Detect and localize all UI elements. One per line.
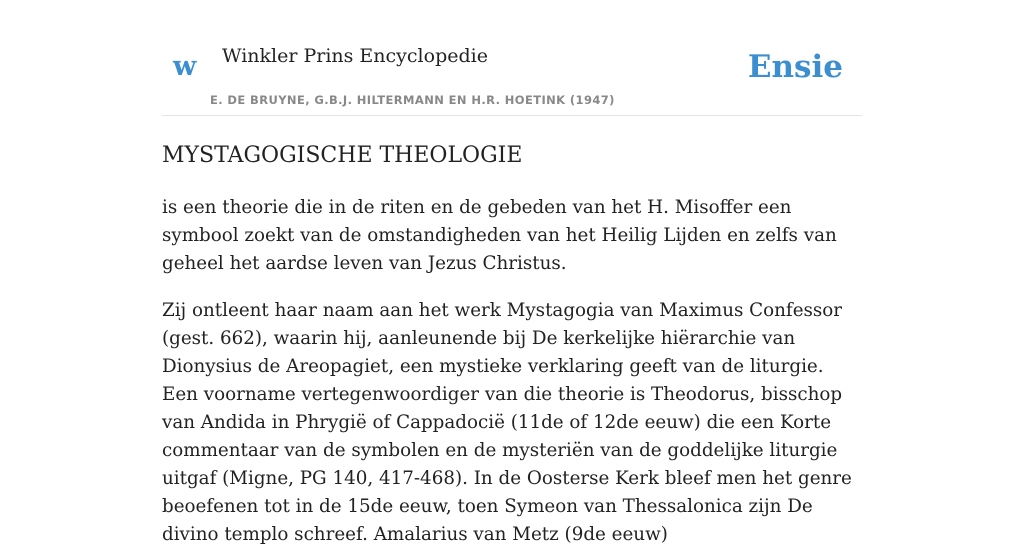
article-paragraph: Zij ontleent haar naam aan het werk Mystagogia van Maximus Confessor (gest. 662), waarin hij, aanleunende bij De kerkelijke hiërarchie van Dionysius de Areopagiet, een mystieke verklaring geeft van de liturgie. Een voorname vertegenwoordiger van die theorie is Theodorus, bisschop van Andida in Phrygië of Cappadocië (11de of 12de eeuw) die een Korte commentaar van de symbolen en de mysteriën van de goddelijke liturgie uitgaf (Migne, PG 140, 417-468). In de Oosterse Kerk bleef men het genre beoefenen tot in de 15de eeuw, toen Symeon van Thessalonica zijn De divino templo schreef. Amalarius van Metz (9de eeuw): [162, 300, 852, 545]
article-paragraph: is een theorie die in de riten en de gebeden van het H. Misoffer een symbool zoekt van de omstandigheden van het Heilig Lijden en zelfs van geheel het aardse leven van Jezus Christus.: [162, 197, 837, 274]
source-authors: E. DE BRUYNE, G.B.J. HILTERMANN EN H.R. HOETINK (1947): [210, 93, 615, 107]
source-header: [162, 0, 862, 116]
winkler-prins-logo-icon[interactable]: w: [173, 51, 197, 82]
entry-title: MYSTAGOGISCHE THEOLOGIE: [162, 143, 523, 168]
ensie-logo[interactable]: Ensie: [747, 49, 843, 85]
article-container: [162, 0, 862, 549]
source-title[interactable]: Winkler Prins Encyclopedie: [222, 45, 488, 67]
